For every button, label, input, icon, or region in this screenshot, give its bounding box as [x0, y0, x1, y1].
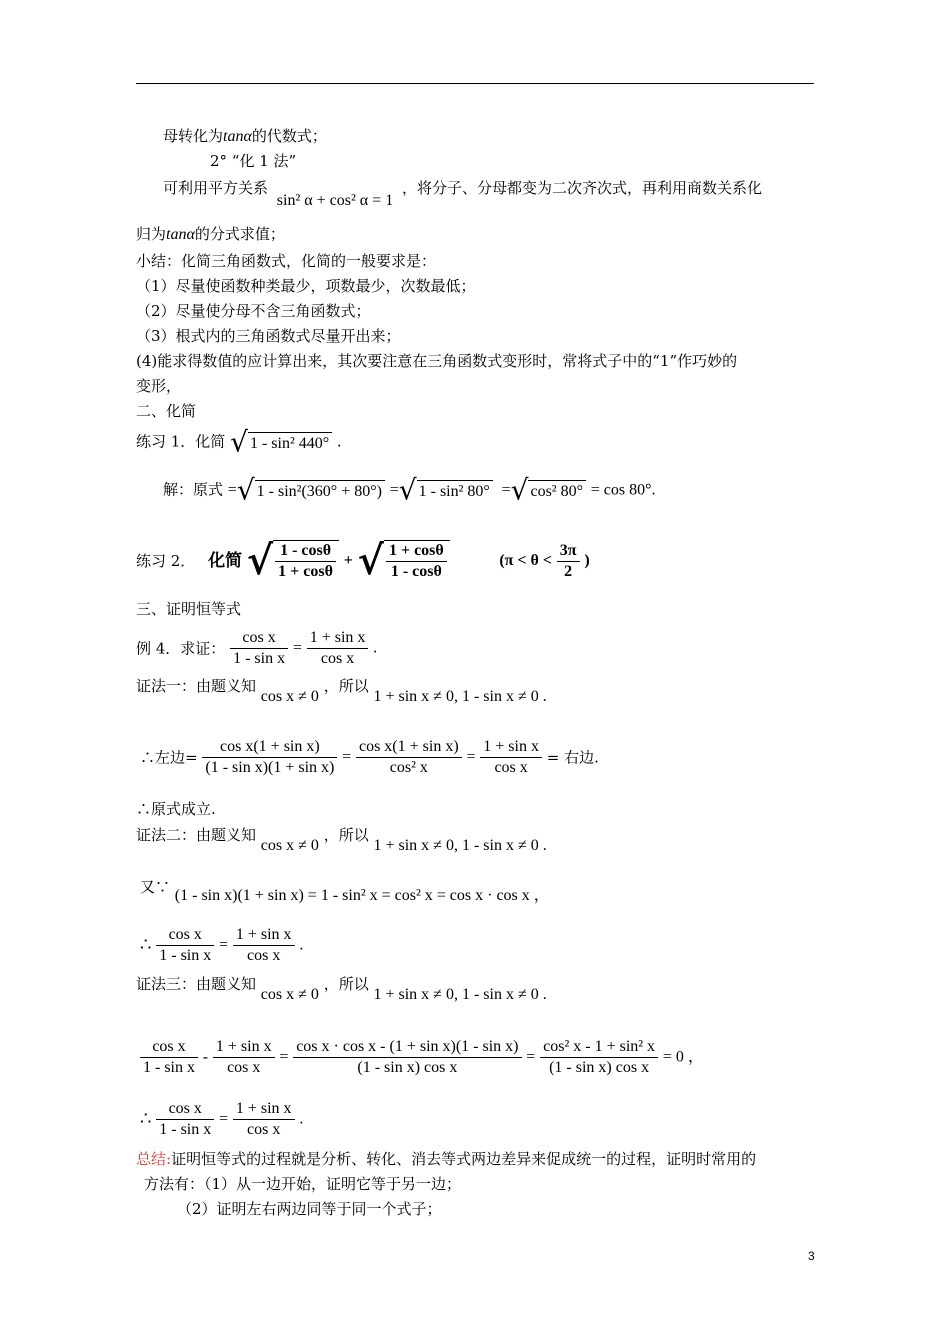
- proof-2-conclusion: ∴ $\frac{\text{cos x}}{\text{1 - sin x}}$ = $\frac{\text{1 + sin x}}{\text{cos x}}$ .: [140, 926, 304, 964]
- text: 归为: [136, 225, 167, 243]
- denominator: cos x: [247, 1121, 281, 1138]
- denominator: 1 - sin x: [159, 1121, 212, 1138]
- radicand: cos² 80°: [528, 480, 586, 501]
- sqrt-fraction-1: √ $\frac{1 - \cos\theta}{1 + \cos\theta}$: [247, 540, 339, 582]
- header-rule: [136, 83, 814, 84]
- summary-item-3: （3）根式内的三角函数式尽量开出来；: [136, 327, 401, 345]
- numerator: 3π: [557, 541, 580, 562]
- denominator: 1 + cosθ: [278, 563, 333, 580]
- text: = 右边.: [546, 748, 599, 767]
- proof-2-premise: [136, 826, 547, 854]
- denominator: cos x: [494, 759, 528, 776]
- conclusion-summary: [136, 1150, 756, 1168]
- fraction: [356, 737, 462, 778]
- page-number: 3: [808, 1249, 815, 1263]
- condition: 1 + sin x ≠ 0, 1 - sin x ≠ 0 .: [373, 837, 547, 854]
- proof-label: 证法二：由题义知: [136, 826, 257, 844]
- fraction: [230, 628, 288, 669]
- condition: cos x ≠ 0: [260, 837, 319, 854]
- fraction: [233, 925, 295, 966]
- solution-result: = cos 80°.: [590, 481, 656, 499]
- proof-3-premise: [136, 975, 547, 1003]
- radicand: 1 - sin² 440°: [248, 432, 332, 453]
- fraction: [202, 737, 337, 778]
- summary-item-4: (4)能求得数值的应计算出来，其次要注意在三角函数式变形时，常将式子中的“1”作巧妙的: [136, 352, 738, 370]
- exercise-label: 练习 2．: [136, 552, 196, 570]
- numerator: cos² x - 1 + sin² x: [540, 1037, 658, 1058]
- sqrt-step-1: √ 1 - sin²(360° + 80°): [237, 480, 385, 501]
- text: ，所以: [323, 975, 369, 993]
- fraction: [480, 737, 542, 778]
- denominator: cos x: [227, 1059, 261, 1076]
- numerator: cos x · cos x - (1 + sin x)(1 - sin x): [293, 1037, 521, 1058]
- solution-1: 解：原式 =√ 1 - sin²(360° + 80°) =√ 1 - sin² 80° =√ cos² 80° = cos 80°.: [163, 473, 656, 507]
- math-tan-alpha: tanα: [223, 128, 252, 145]
- fraction: [293, 1037, 521, 1078]
- fraction: [540, 1037, 658, 1078]
- summary-label: 总结:: [136, 1150, 172, 1168]
- proof-label: 证法一：由题义知: [136, 677, 257, 695]
- numerator: cos x: [140, 1037, 198, 1058]
- proof-label: 证法三：由题义知: [136, 975, 257, 993]
- conclusion-method-1: 方法有：（1）从一边开始，证明它等于另一边；: [144, 1175, 462, 1193]
- denominator: 1 - cosθ: [390, 563, 442, 580]
- denominator: 1 - sin x: [159, 947, 212, 964]
- math-expression: (1 - sin x)(1 + sin x) = 1 - sin² x = cos² x = cos x · cos x ，: [174, 887, 550, 904]
- therefore-symbol: ∴: [140, 934, 152, 956]
- denominator: (1 - sin x) cos x: [357, 1059, 458, 1076]
- radicand: 1 - sin² 80°: [417, 480, 493, 501]
- fraction: [156, 1099, 214, 1140]
- example-label: 例 4．求证：: [136, 639, 226, 658]
- paragraph-tan-conversion: [163, 127, 327, 146]
- section-prove-identity: 三、证明恒等式: [136, 600, 242, 618]
- therefore-symbol: ∴: [140, 1108, 152, 1130]
- summary-title: 小结：化简三角函数式，化简的一般要求是：: [136, 252, 437, 270]
- text: 母转化为: [163, 127, 224, 145]
- proof-3-derivation: $\frac{\text{cos x}}{\text{1 - sin x}}$ - $\frac{\text{1 + sin x}}{\text{cos x}}$ = $\frac{\text{cos x · cos x - (1 + sin x)(1 - sin x)}}{\text{(1 - sin x) cos x}}$ = $\frac{\text{cos² x - 1 + sin² x}}{\text{(1 - sin x) cos x}}$ = 0 ，: [140, 1037, 704, 1078]
- exercise-2: 练习 2． 化简 √ $\frac{1 - \cos\theta}{1 + \cos\theta}$ + √ $\frac{1 + \cos\theta}{1 - \cos\theta}$ (π < θ < $\frac{3\pi}{2}$ ): [136, 537, 590, 584]
- denominator: (1 - sin x) cos x: [549, 1059, 650, 1076]
- numerator: cos x(1 + sin x): [202, 737, 337, 758]
- proof-1-premise: [136, 677, 547, 705]
- radicand: 1 - sin²(360° + 80°): [255, 480, 385, 501]
- condition: (π < θ <: [499, 552, 552, 569]
- section-simplify: 二、化简: [136, 402, 197, 420]
- denominator: 2: [564, 562, 573, 580]
- text: ，将分子、分母都变为二次齐次式，再利用商数关系化: [401, 179, 762, 197]
- simplify-word: 化简: [208, 551, 243, 571]
- proof-1-derivation: ∴左边= $\frac{\text{cos x(1 + sin x)}}{\text{(1 - sin x)(1 + sin x)}}$ = $\frac{\text{cos x(1 + sin x)}}{\text{cos² x}}$ = $\frac{\text{1 + sin x}}{\text{cos x}}$ = 右边.: [140, 738, 599, 776]
- fraction: [156, 925, 214, 966]
- numerator: 1 + sin x: [213, 1037, 275, 1058]
- text: 又∵: [140, 878, 171, 896]
- denominator: 1 - sin x: [233, 650, 286, 667]
- denominator: (1 - sin x)(1 + sin x): [205, 759, 335, 776]
- heading-method-2: 2° “化 1 法”: [210, 152, 297, 170]
- sqrt-step-2: √ 1 - sin² 80°: [399, 480, 493, 501]
- numerator: 1 - cosθ: [275, 541, 336, 562]
- text: 可利用平方关系: [163, 179, 269, 197]
- numerator: cos x(1 + sin x): [356, 737, 462, 758]
- summary-item-2: （2）尽量使分母不含三角函数式；: [136, 302, 371, 320]
- numerator: 1 + sin x: [480, 737, 542, 758]
- sqrt-step-3: √ cos² 80°: [511, 480, 586, 501]
- condition: 1 + sin x ≠ 0, 1 - sin x ≠ 0 .: [373, 688, 547, 705]
- condition-close: ): [584, 552, 590, 569]
- conclusion-method-2: （2）证明左右两边同等于同一个式子；: [177, 1200, 442, 1218]
- fraction: [140, 1037, 198, 1078]
- math-pythagorean-identity: sin² α + cos² α = 1: [276, 192, 394, 209]
- numerator: 1 + sin x: [307, 628, 369, 649]
- text: 的代数式；: [251, 127, 327, 145]
- denominator: 1 - sin x: [143, 1059, 195, 1076]
- numerator: cos x: [230, 628, 288, 649]
- text: 证明恒等式的过程就是分析、转化、消去等式两边差异来促成统一的过程，证明时常用的: [171, 1150, 757, 1168]
- proof-1-conclusion: ∴原式成立.: [136, 800, 216, 818]
- sqrt-fraction-2: √ $\frac{1 + \cos\theta}{1 - \cos\theta}$: [358, 540, 450, 582]
- text: 的分式求值；: [194, 225, 285, 243]
- text: ，所以: [323, 677, 369, 695]
- solution-label: 解：原式: [163, 480, 224, 499]
- proof-2-step: [140, 878, 550, 904]
- denominator: cos x: [320, 650, 355, 667]
- condition: 1 + sin x ≠ 0, 1 - sin x ≠ 0 .: [373, 986, 547, 1003]
- paragraph-square-relation: [163, 179, 762, 209]
- numerator: cos x: [156, 925, 214, 946]
- condition: cos x ≠ 0: [260, 986, 319, 1003]
- fraction: [233, 1099, 295, 1140]
- condition-fraction: [557, 541, 580, 582]
- fraction: [307, 628, 369, 669]
- text: = 0 ，: [662, 1048, 704, 1066]
- exercise-label: 练习 1．化简: [136, 432, 226, 451]
- exercise-1: 练习 1．化简 √ 1 - sin² 440° .: [136, 425, 342, 459]
- sqrt-expression: √ 1 - sin² 440°: [230, 432, 332, 453]
- text: ∴左边=: [140, 748, 198, 767]
- numerator: 1 + sin x: [233, 925, 295, 946]
- paragraph-quotient: [136, 225, 285, 244]
- math-tan-alpha: tanα: [166, 226, 195, 243]
- fraction: [213, 1037, 275, 1078]
- numerator: cos x: [156, 1099, 214, 1120]
- denominator: cos x: [247, 947, 281, 964]
- denominator: cos² x: [389, 759, 428, 776]
- summary-item-1: （1）尽量使函数种类最少，项数最少，次数最低；: [136, 277, 476, 295]
- text: ，所以: [323, 826, 369, 844]
- numerator: 1 + cosθ: [386, 541, 447, 562]
- numerator: 1 + sin x: [233, 1099, 295, 1120]
- example-4: 例 4．求证： $\frac{\text{cos x}}{\text{1 - sin x}}$ = $\frac{\text{1 + sin x}}{\text{cos x}}$ .: [136, 629, 378, 667]
- proof-3-conclusion: ∴ $\frac{\text{cos x}}{\text{1 - sin x}}$ = $\frac{\text{1 + sin x}}{\text{cos x}}$ .: [140, 1100, 304, 1138]
- condition: cos x ≠ 0: [260, 688, 319, 705]
- summary-item-4-cont: 变形，: [136, 377, 182, 395]
